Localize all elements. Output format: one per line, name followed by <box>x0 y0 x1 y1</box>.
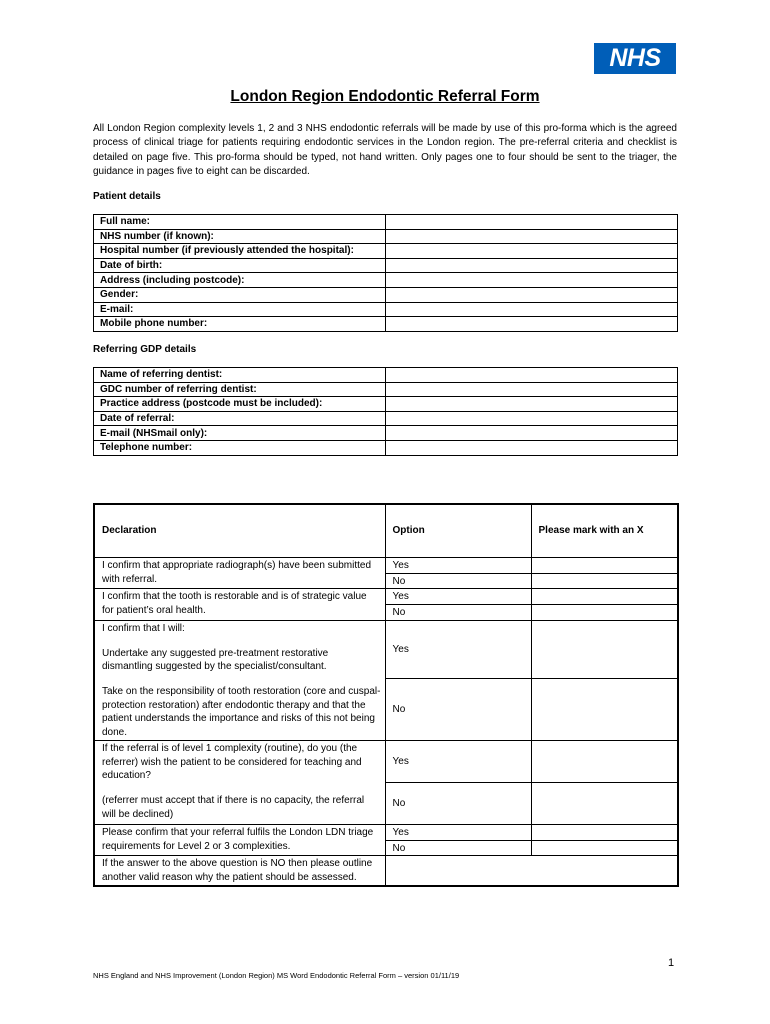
table-row <box>94 317 678 332</box>
nhs-number-field[interactable] <box>386 229 678 244</box>
field-label: E-mail (NHSmail only): <box>94 426 386 441</box>
gender-field[interactable] <box>386 287 678 302</box>
mark-cell[interactable] <box>531 740 678 782</box>
mark-cell[interactable] <box>531 620 678 678</box>
practice-address-field[interactable] <box>386 397 678 412</box>
declaration-teaching-question: If the referral is of level 1 complexity (routine), do you (the referrer) wish the patient to be considered for teaching and education? <box>102 742 362 782</box>
field-label: Date of referral: <box>94 411 386 426</box>
table-row <box>94 620 678 678</box>
mark-cell[interactable] <box>531 589 678 605</box>
table-row <box>94 856 678 886</box>
declaration-ldn-triage: Please confirm that your referral fulfils the London LDN triage requirements for Level 2 or 3 complexities. <box>94 824 385 855</box>
option-yes: Yes <box>385 558 531 574</box>
declaration-restoration: Take on the responsibility of tooth restoration (core and cuspal-protection restoration) after endodontic therapy and that the patient understands the importance and risks of this not being done. <box>102 685 381 739</box>
option-no: No <box>385 573 531 589</box>
table-row <box>94 824 678 840</box>
address-field[interactable] <box>386 273 678 288</box>
declaration-other-reason: If the answer to the above question is NO then please outline another valid reason why the patient should be assessed. <box>94 856 385 886</box>
table-row <box>94 397 678 412</box>
gdp-details-heading: Referring GDP details <box>93 344 197 355</box>
mark-cell[interactable] <box>531 824 678 840</box>
declaration-table <box>93 503 679 887</box>
table-row <box>94 382 678 397</box>
gdp-details-table <box>93 367 678 456</box>
field-label: NHS number (if known): <box>94 229 386 244</box>
mark-cell[interactable] <box>531 840 678 856</box>
intro-paragraph: All London Region complexity levels 1, 2 and 3 NHS endodontic referrals will be made by use of this pro-forma which is the agreed process of clinical triage for patients requiring endodontic services in the London region. The pre-referral criteria and checklist is detailed on page five. This pro-forma should be typed, not hand written. Only pages one to four should be sent to the triager, the guidance in pages five to eight can be discarded. <box>93 123 677 177</box>
field-label: Name of referring dentist: <box>94 368 386 383</box>
table-row <box>94 229 678 244</box>
declaration-restorable: I confirm that the tooth is restorable and is of strategic value for patient’s oral health. <box>94 589 385 620</box>
date-of-referral-field[interactable] <box>386 411 678 426</box>
email-field[interactable] <box>386 302 678 317</box>
field-label: Practice address (postcode must be included): <box>94 397 386 412</box>
field-label: Telephone number: <box>94 440 386 455</box>
option-no: No <box>385 782 531 824</box>
declaration-header: Declaration <box>94 504 385 558</box>
mark-cell[interactable] <box>531 558 678 574</box>
field-label: Gender: <box>94 287 386 302</box>
date-of-birth-field[interactable] <box>386 258 678 273</box>
patient-details-heading: Patient details <box>93 191 161 202</box>
field-label: E-mail: <box>94 302 386 317</box>
option-no: No <box>385 840 531 856</box>
table-row <box>94 244 678 259</box>
table-row <box>94 287 678 302</box>
declaration-intro: I confirm that I will: <box>102 622 185 634</box>
table-row <box>94 215 678 230</box>
mark-cell[interactable] <box>531 678 678 740</box>
table-row <box>94 411 678 426</box>
declaration-radiographs: I confirm that appropriate radiograph(s) have been submitted with referral. <box>94 558 385 589</box>
telephone-field[interactable] <box>386 440 678 455</box>
mark-cell[interactable] <box>531 605 678 621</box>
table-row <box>94 368 678 383</box>
option-header: Option <box>385 504 531 558</box>
hospital-number-field[interactable] <box>386 244 678 259</box>
field-label: Full name: <box>94 215 386 230</box>
option-no: No <box>385 678 531 740</box>
declaration-dismantling: Undertake any suggested pre-treatment restorative dismantling suggested by the specialist/consultant. <box>102 647 329 673</box>
field-label: Date of birth: <box>94 258 386 273</box>
table-header-row <box>94 504 678 558</box>
page-title: London Region Endodontic Referral Form <box>230 88 540 105</box>
nhsmail-field[interactable] <box>386 426 678 441</box>
page-footer: NHS England and NHS Improvement (London Region) MS Word Endodontic Referral Form – version 01/11/19 <box>93 971 460 980</box>
field-label: Address (including postcode): <box>94 273 386 288</box>
mark-cell[interactable] <box>531 573 678 589</box>
option-yes: Yes <box>385 824 531 840</box>
option-yes: Yes <box>385 740 531 782</box>
dentist-name-field[interactable] <box>386 368 678 383</box>
table-row <box>94 740 678 782</box>
option-yes: Yes <box>385 620 531 678</box>
field-label: Hospital number (if previously attended the hospital): <box>94 244 386 259</box>
declaration-responsibilities <box>94 620 385 740</box>
field-label: Mobile phone number: <box>94 317 386 332</box>
full-name-field[interactable] <box>386 215 678 230</box>
table-row <box>94 589 678 605</box>
page-number: 1 <box>668 957 675 969</box>
patient-details-table <box>93 214 678 332</box>
mark-cell[interactable] <box>531 782 678 824</box>
mark-header: Please mark with an X <box>531 504 678 558</box>
gdc-number-field[interactable] <box>386 382 678 397</box>
option-no: No <box>385 605 531 621</box>
table-row <box>94 426 678 441</box>
table-row <box>94 273 678 288</box>
declaration-teaching-note: (referrer must accept that if there is no capacity, the referral will be declined) <box>102 794 365 820</box>
declaration-teaching <box>94 740 385 824</box>
nhs-logo: NHS <box>594 43 676 74</box>
mobile-phone-field[interactable] <box>386 317 678 332</box>
field-label: GDC number of referring dentist: <box>94 382 386 397</box>
table-row <box>94 558 678 574</box>
other-reason-field[interactable] <box>385 856 678 886</box>
table-row <box>94 302 678 317</box>
option-yes: Yes <box>385 589 531 605</box>
table-row <box>94 258 678 273</box>
table-row <box>94 440 678 455</box>
